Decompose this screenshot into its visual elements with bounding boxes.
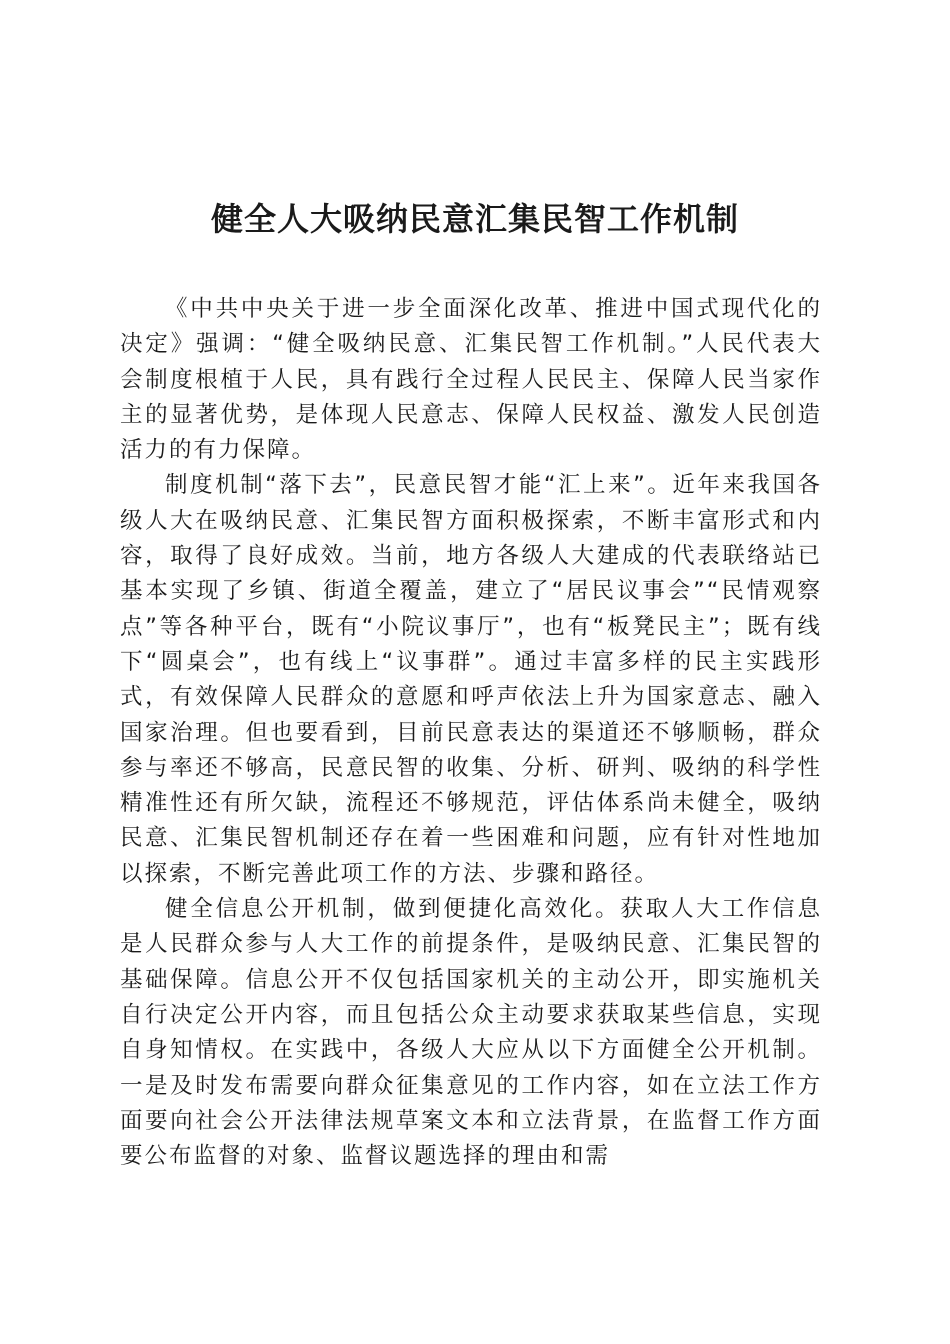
paragraph-3: 健全信息公开机制，做到便捷化高效化。获取人大工作信息是人民群众参与人大工作的前提条件，是吸纳民意、汇集民智的基础保障。信息公开不仅包括国家机关的主动公开，即实施机关自行决定公开内容，而且包括公众主动要求获取某些信息，实现自身知情权。在实践中，各级人大应从以下方面健全公开机制。一是及时发布需要向群众征集意见的工作内容，如在立法工作方面要向社会公开法律法规草案文本和立法背景，在监督工作方面要公布监督的对象、监督议题选择的理由和需 bbox=[120, 896, 822, 1170]
document-title: 健全人大吸纳民意汇集民智工作机制 bbox=[210, 200, 739, 238]
paragraph-1: 《中共中央关于进一步全面深化改革、推进中国式现代化的决定》强调：“健全吸纳民意、汇集民智工作机制。”人民代表大会制度根植于人民，具有践行全过程人民民主、保障人民当家作主的显著优势，是体现人民意志、保障人民权益、激发人民创造活力的有力保障。 bbox=[120, 296, 822, 464]
paragraph-2: 制度机制“落下去”，民意民智才能“汇上来”。近年来我国各级人大在吸纳民意、汇集民智方面积极探索，不断丰富形式和内容，取得了良好成效。当前，地方各级人大建成的代表联络站已基本实现了乡镇、街道全覆盖，建立了“居民议事会”“民情观察点”等各种平台，既有“小院议事厅”，也有“板凳民主”；既有线下“圆桌会”，也有线上“议事群”。通过丰富多样的民主实践形式，有效保障人民群众的意愿和呼声依法上升为国家意志、融入国家治理。但也要看到，目前民意表达的渠道还不够顺畅，群众参与率还不够高，民意民智的收集、分析、研判、吸纳的科学性精准性还有所欠缺，流程还不够规范，评估体系尚未健全，吸纳民意、汇集民智机制还存在着一些困难和问题，应有针对性地加以探索，不断完善此项工作的方法、步骤和路径。 bbox=[120, 472, 822, 887]
document-body bbox=[120, 292, 822, 1174]
